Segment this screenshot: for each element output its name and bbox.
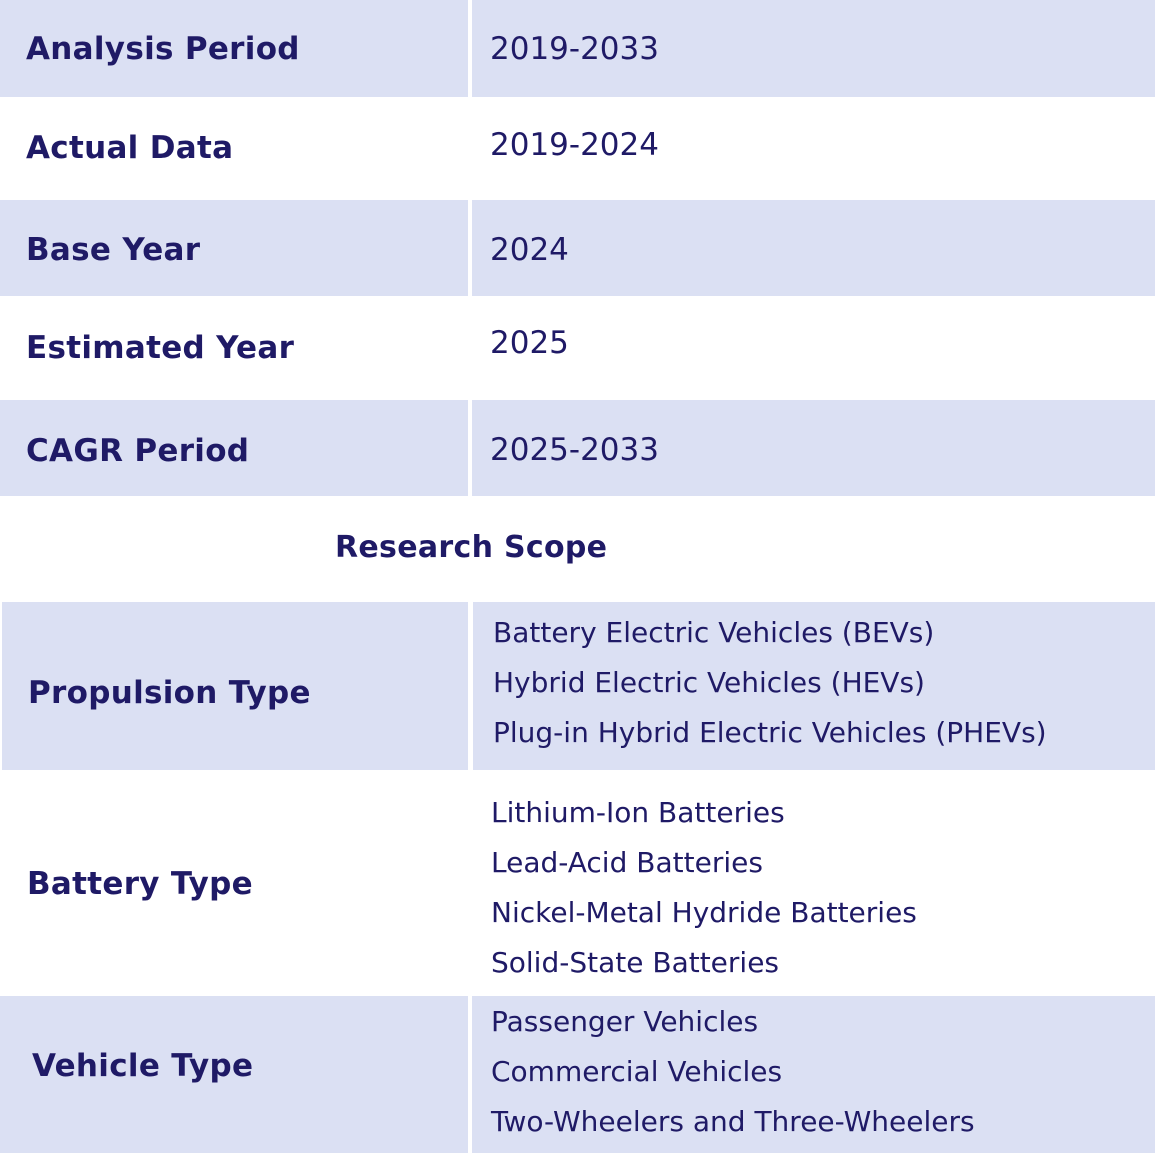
row-label: Actual Data: [26, 130, 234, 166]
row-label: Propulsion Type: [28, 675, 311, 711]
value-cell: [472, 0, 1155, 97]
propulsion-type-list: [493, 608, 1047, 758]
label-cell: [0, 296, 468, 400]
label-cell: [0, 97, 468, 200]
row-label: Vehicle Type: [32, 1048, 254, 1084]
label-cell: [0, 0, 468, 97]
value-cell: [472, 97, 1155, 200]
scope-row-propulsion-type: [0, 602, 1155, 770]
scope-row-battery-type: [0, 770, 1155, 996]
value-cell: [473, 602, 1155, 770]
label-cell: [0, 400, 468, 496]
label-cell: [2, 602, 468, 770]
list-item: Plug-in Hybrid Electric Vehicles (PHEVs): [493, 716, 1047, 749]
row-value: 2019-2024: [490, 127, 659, 163]
row-value: 2019-2033: [490, 31, 659, 67]
row-label: Analysis Period: [26, 31, 300, 67]
summary-row-estimated-year: [0, 296, 1155, 400]
battery-type-list: [491, 788, 917, 988]
scope-row-vehicle-type: [0, 996, 1155, 1153]
row-value: 2025: [490, 325, 569, 361]
row-label: Base Year: [26, 232, 201, 268]
list-item: Passenger Vehicles: [491, 1005, 759, 1038]
row-value: 2025-2033: [490, 432, 659, 468]
row-value: 2024: [490, 232, 569, 268]
list-item: Lithium-Ion Batteries: [491, 796, 785, 829]
value-cell: [472, 400, 1155, 496]
vehicle-type-list: [491, 997, 975, 1147]
summary-row-actual-data: [0, 97, 1155, 200]
row-label: Estimated Year: [26, 330, 295, 366]
value-cell: [472, 296, 1155, 400]
list-item: Nickel-Metal Hydride Batteries: [491, 896, 917, 929]
value-cell: [472, 770, 1155, 996]
list-item: Commercial Vehicles: [491, 1055, 783, 1088]
research-scope-heading: Research Scope: [335, 530, 608, 565]
value-cell: [472, 996, 1155, 1153]
summary-row-analysis-period: [0, 0, 1155, 97]
row-label: Battery Type: [27, 866, 253, 902]
list-item: Battery Electric Vehicles (BEVs): [493, 616, 935, 649]
list-item: Hybrid Electric Vehicles (HEVs): [493, 666, 925, 699]
label-cell: [0, 200, 468, 296]
list-item: Solid-State Batteries: [491, 946, 780, 979]
row-label: CAGR Period: [26, 433, 250, 469]
value-cell: [472, 200, 1155, 296]
list-item: Two-Wheelers and Three-Wheelers: [491, 1105, 975, 1138]
summary-row-base-year: [0, 200, 1155, 296]
list-item: Lead-Acid Batteries: [491, 846, 763, 879]
label-cell: [0, 770, 468, 996]
summary-row-cagr-period: [0, 400, 1155, 496]
label-cell: [0, 996, 468, 1153]
